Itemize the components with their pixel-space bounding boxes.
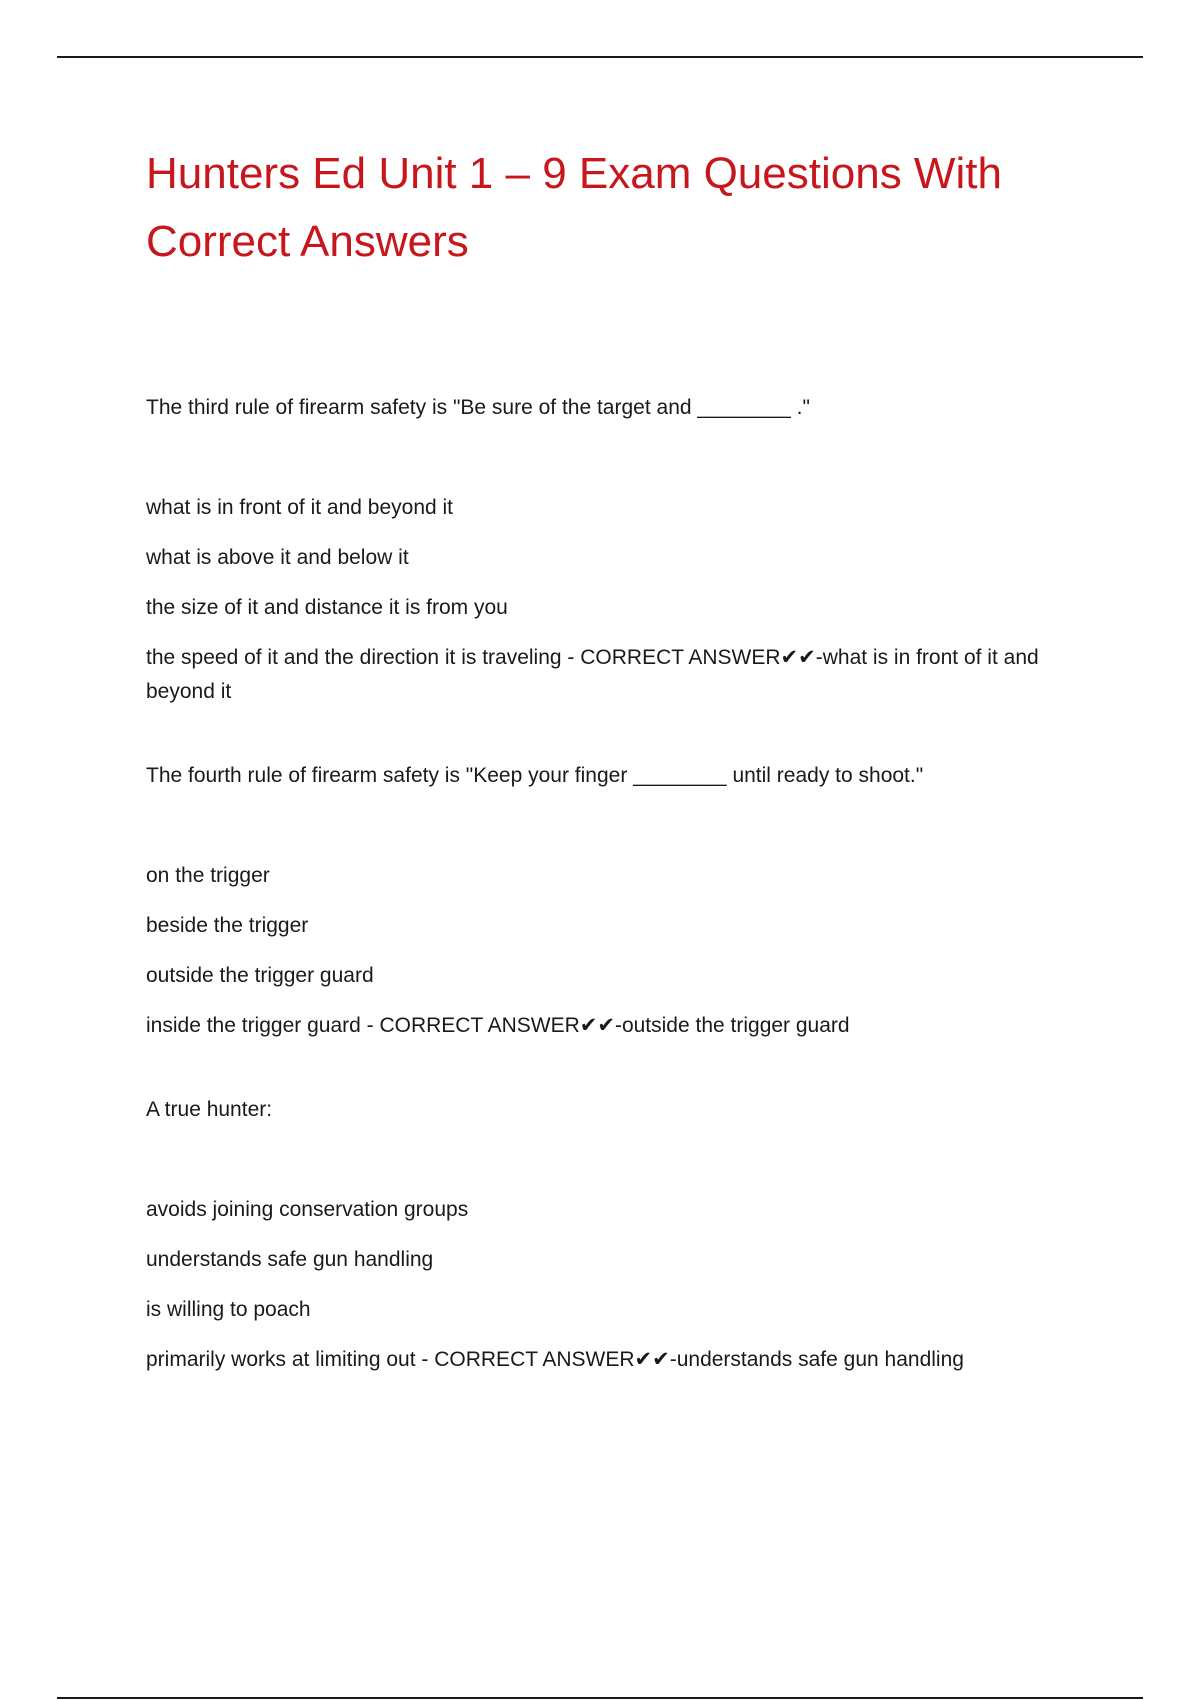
option-item: is willing to poach [146, 1298, 311, 1321]
top-rule [57, 56, 1143, 58]
option-item: beside the trigger [146, 914, 309, 937]
options-list [146, 859, 1076, 1043]
options-list [146, 1193, 1076, 1377]
question-text: The fourth rule of firearm safety is "Keep your finger ________ until ready to shoot." [146, 764, 924, 787]
bottom-rule [57, 1697, 1143, 1699]
question-text: The third rule of firearm safety is "Be sure of the target and ________ ." [146, 396, 810, 419]
option-item: on the trigger [146, 864, 270, 887]
option-item: what is above it and below it [146, 546, 409, 569]
option-item-with-answer: primarily works at limiting out - CORRECT ANSWER✔✔-understands safe gun handling [146, 1348, 964, 1371]
option-item: the size of it and distance it is from you [146, 596, 508, 619]
option-item: understands safe gun handling [146, 1248, 434, 1271]
option-item: avoids joining conservation groups [146, 1198, 469, 1221]
option-item-with-answer: the speed of it and the direction it is traveling - CORRECT ANSWER✔✔-what is in front of it and beyond it [146, 646, 1039, 703]
question-block-3 [146, 1093, 1076, 1377]
question-text: A true hunter: [146, 1098, 273, 1121]
option-item-with-answer: inside the trigger guard - CORRECT ANSWER✔✔-outside the trigger guard [146, 1014, 850, 1037]
question-block-2 [146, 759, 1076, 1043]
option-item: outside the trigger guard [146, 964, 374, 987]
document-body [146, 140, 1076, 1393]
document-title: Hunters Ed Unit 1 – 9 Exam Questions With Correct Answers [146, 149, 1002, 266]
option-item: what is in front of it and beyond it [146, 496, 454, 519]
question-block-1 [146, 391, 1076, 709]
options-list [146, 491, 1076, 709]
